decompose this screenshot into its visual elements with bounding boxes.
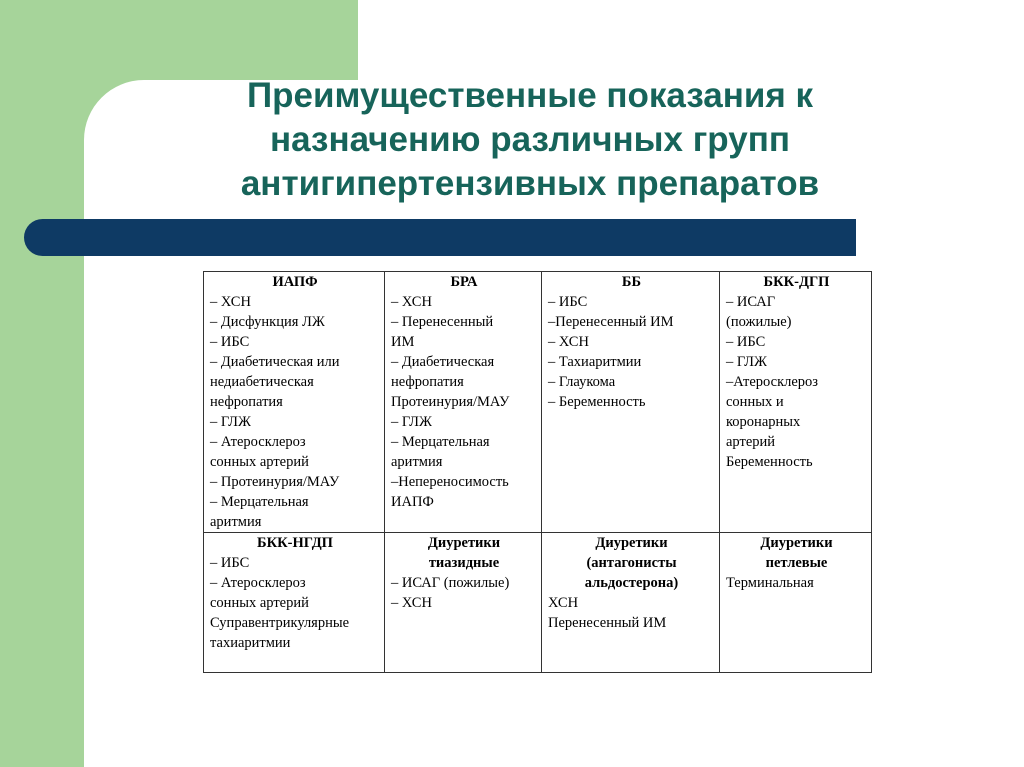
table-cell [542,533,720,673]
drug-group-heading: Диуретики тиазидные [427,535,501,571]
indication-item: – Диабетическая или [210,354,340,370]
title-line: антигипертензивных препаратов [240,164,820,203]
indication-item: сонных артерий [210,454,309,470]
indication-item: нефропатия [210,394,283,410]
indication-item: Протеинурия/МАУ [391,394,510,410]
indication-item: – Диабетическая [391,354,495,370]
title-divider-bar [24,219,856,256]
drug-group-heading: БКК-ДГП [763,274,830,290]
indication-item: – ГЛЖ [726,354,767,370]
drug-group-heading: ИАПФ [272,274,318,290]
indication-item: – Перенесенный [391,314,494,330]
table-cell [542,272,720,533]
indication-item: – Протеинурия/МАУ [210,474,340,490]
indications-table [203,271,872,673]
indication-item: –Перенесенный ИМ [548,314,674,330]
table-row [204,533,872,673]
table-cell [204,272,385,533]
indication-item: – ИБС [210,555,250,571]
drug-group-heading: ББ [621,274,642,290]
indication-item: тахиаритмии [210,635,291,651]
indication-item: нефропатия [391,374,464,390]
indication-item: недиабетическая [210,374,314,390]
indication-item: –Атеросклероз [726,374,819,390]
title-line: назначению различных групп [270,120,790,159]
indication-item: – ХСН [548,334,589,350]
indication-item: ХСН [548,595,579,611]
indication-item: сонных артерий [210,595,309,611]
indication-item: – ИБС [726,334,766,350]
indication-item: – ИСАГ (пожилые) [391,575,510,591]
table-cell [720,533,872,673]
indication-item: ИМ [391,334,415,350]
drug-group-heading: БКК-НГДП [257,535,333,551]
drug-group-heading: Диуретики (антагонисты альдостерона) [584,535,679,591]
indication-item: – ХСН [210,294,251,310]
table-cell [204,533,385,673]
indication-item: аритмия [391,454,443,470]
indication-item: – Беременность [548,394,646,410]
drug-group-heading: Диуретики петлевые [760,535,833,571]
drug-group-heading: БРА [450,274,478,290]
indication-item: Беременность [726,454,813,470]
slide-title [150,74,910,206]
indication-item: аритмия [210,514,262,530]
indication-item: коронарных [726,414,801,430]
indication-item: – ИБС [548,294,588,310]
indication-item: – ХСН [391,595,432,611]
indication-item: – Атеросклероз [210,434,306,450]
title-line: Преимущественные показания к [246,76,814,115]
indication-item: –Непереносимость [391,474,509,490]
indication-item: – Мерцательная [210,494,309,510]
indication-item: сонных и [726,394,784,410]
indication-item: – Тахиаритмии [548,354,642,370]
indication-item: Терминальная [726,575,814,591]
indication-item: – Мерцательная [391,434,490,450]
indication-item: – ГЛЖ [391,414,432,430]
table-cell [720,272,872,533]
indication-item: (пожилые) [726,314,792,330]
indication-item: – Дисфункция ЛЖ [210,314,325,330]
indication-item: артерий [726,434,776,450]
indication-item: – ИБС [210,334,250,350]
indication-item: – Атеросклероз [210,575,306,591]
indication-item: Перенесенный ИМ [548,615,667,631]
indication-item: – ИСАГ [726,294,776,310]
indication-item: – ГЛЖ [210,414,251,430]
indication-item: ИАПФ [391,494,434,510]
table-cell [385,272,542,533]
indication-item: – ХСН [391,294,432,310]
table-row [204,272,872,533]
table-cell [385,533,542,673]
indication-item: – Глаукома [548,374,616,390]
indication-item: Суправентрикулярные [210,615,350,631]
